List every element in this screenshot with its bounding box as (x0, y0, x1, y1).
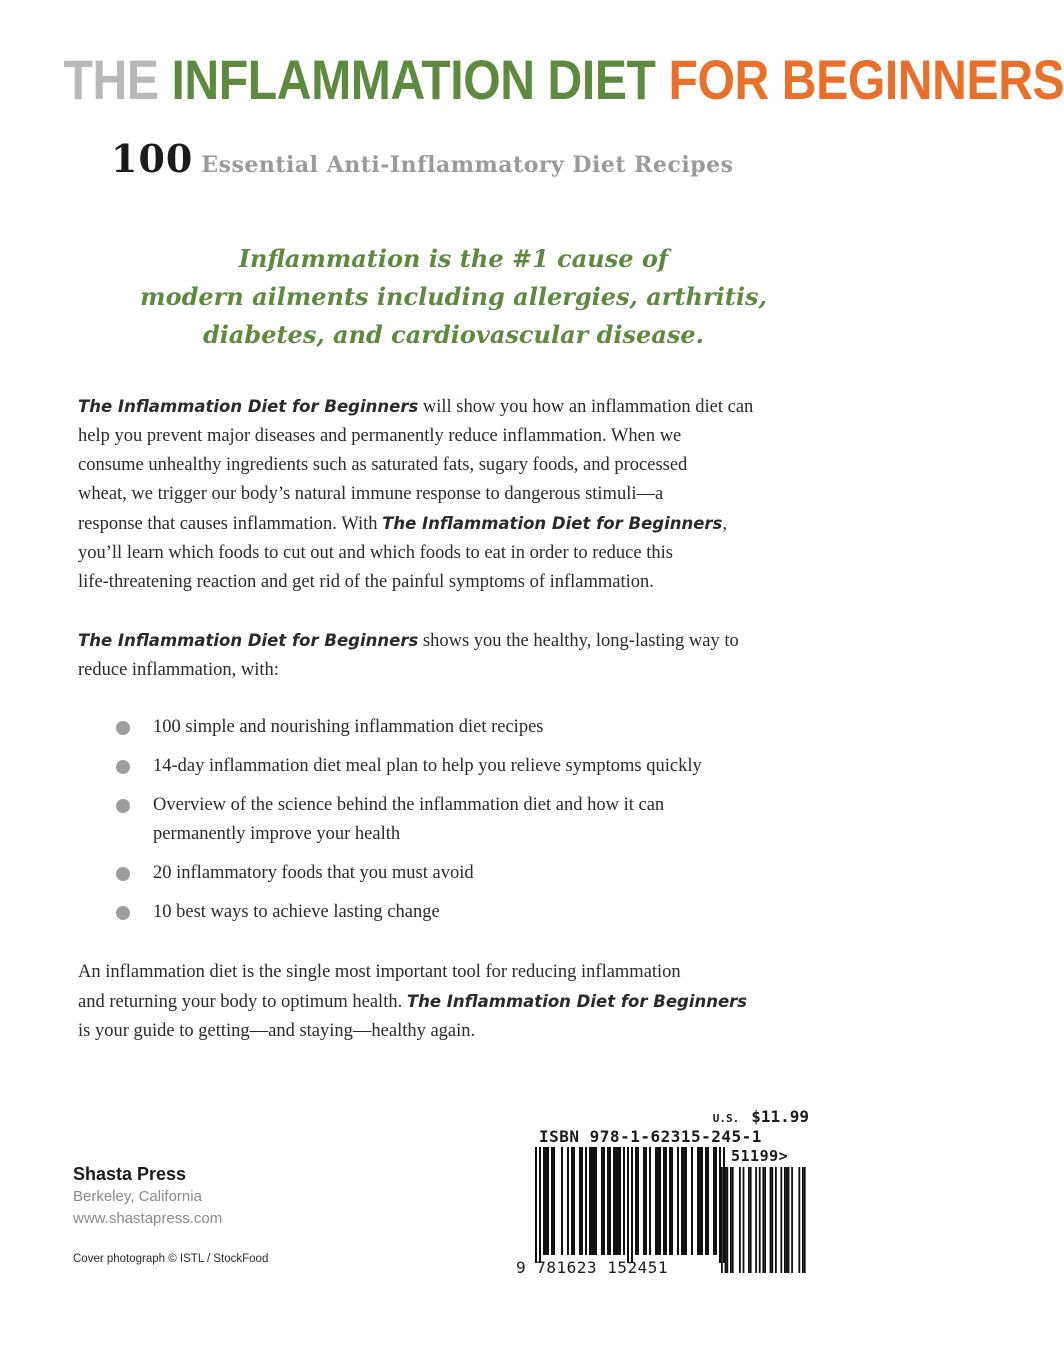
addon-bar (755, 1167, 757, 1273)
list-item-text: 20 inflammatory foods that you must avoid (153, 863, 474, 883)
list-item (115, 791, 875, 849)
barcode-bar (579, 1147, 581, 1255)
addon-bar (771, 1167, 773, 1273)
list-item-text: 100 simple and nourishing inflammation diet recipes (153, 717, 544, 737)
list-item (115, 898, 875, 927)
list-item-text: permanently improve your health (153, 824, 401, 844)
barcode-bar (699, 1147, 701, 1255)
barcode-bar (601, 1147, 603, 1255)
addon-bar (732, 1167, 734, 1273)
barcode-bar (701, 1147, 703, 1255)
barcode-bar (567, 1147, 569, 1255)
publisher-name: Shasta Press (73, 1164, 187, 1184)
barcode-bar (571, 1147, 573, 1255)
list-item-text: 14-day inflammation diet meal plan to help you relieve symptoms quickly (153, 756, 702, 776)
paragraph-line: you’ll learn which foods to cut out and which foods to eat in order to reduce this (78, 543, 673, 563)
addon-bar (775, 1167, 777, 1273)
paragraph-text: , (722, 514, 727, 534)
currency-label: U.S. (712, 1112, 740, 1125)
bullet-dot (116, 721, 130, 735)
paragraph-line: An inflammation diet is the single most important tool for reducing inflammation (78, 962, 681, 982)
addon-bar (786, 1167, 788, 1273)
barcode-bar (595, 1147, 597, 1255)
barcode-bar (539, 1147, 541, 1263)
addon-bar (721, 1167, 723, 1273)
barcode-bar (715, 1147, 717, 1255)
addon-bar (739, 1167, 741, 1273)
subtitle-text: Essential Anti-Inflammatory Diet Recipes (201, 152, 734, 178)
list-item (115, 752, 875, 781)
publisher-city: Berkeley, California (73, 1188, 202, 1205)
barcode-bar (585, 1147, 587, 1255)
book-title-reference: The Inflammation Diet for Beginners (78, 631, 419, 650)
subtitle-number: 100 (111, 136, 194, 181)
book-title (63, 48, 1064, 111)
paragraph-line: wheat, we trigger our body’s natural immune response to dangerous stimuli—a (78, 484, 664, 504)
barcode-bar (627, 1147, 629, 1263)
barcode-bar (663, 1147, 665, 1255)
addon-bar (798, 1167, 800, 1273)
barcode-bar (671, 1147, 673, 1255)
barcode-bar (645, 1147, 647, 1255)
barcode-bar (677, 1147, 679, 1255)
barcode-bar (553, 1147, 555, 1255)
bullet-dot (116, 799, 130, 813)
addon-bar (764, 1167, 766, 1273)
barcode-bar (665, 1147, 667, 1255)
barcode-bar (659, 1147, 661, 1255)
title-the: THE (63, 48, 172, 111)
intro-paragraph (78, 392, 848, 597)
addon-bar (784, 1167, 786, 1273)
addon-bar (802, 1167, 804, 1273)
paragraph-text: shows you the healthy, long-lasting way to (418, 631, 739, 651)
addon-bar (725, 1167, 727, 1273)
ean-number: 9 781623 152451 (516, 1258, 668, 1277)
barcode-bar (543, 1147, 545, 1255)
barcode-bar (637, 1147, 639, 1255)
barcode-bar (685, 1147, 687, 1255)
barcode-bar (707, 1147, 709, 1255)
barcode-image (505, 1095, 815, 1283)
barcode-bar (657, 1147, 659, 1255)
addon-code: 51199> (731, 1147, 789, 1165)
subtitle (111, 136, 734, 181)
list-item-text: 10 best ways to achieve lasting change (153, 902, 440, 922)
barcode-bar (669, 1147, 671, 1255)
barcode-bar (581, 1147, 583, 1255)
closing-paragraph (78, 958, 848, 1046)
feature-list (115, 713, 875, 937)
addon-bar (748, 1167, 750, 1273)
photo-credit: Cover photograph © ISTL / StockFood (73, 1253, 269, 1265)
barcode-bar (535, 1147, 537, 1263)
paragraph-line: help you prevent major diseases and permanently reduce inflammation. When we (78, 426, 682, 446)
list-item-text: Overview of the science behind the inflammation diet and how it can (153, 795, 665, 815)
barcode-bar (635, 1147, 637, 1255)
paragraph-text: response that causes inflammation. With (78, 514, 383, 534)
publisher-website: www.shastapress.com (73, 1210, 223, 1227)
paragraph-line: consume unhealthy ingredients such as saturated fats, sugary foods, and processed (78, 455, 688, 475)
barcode-bar (593, 1147, 595, 1255)
book-title-reference: The Inflammation Diet for Beginners (78, 397, 419, 416)
barcode-bar (589, 1147, 591, 1255)
barcode-bar (683, 1147, 685, 1255)
paragraph-text: will show you how an inflammation diet can (418, 397, 754, 417)
barcode-bar (573, 1147, 575, 1255)
tagline-line: modern ailments including allergies, arthritis, (140, 282, 767, 311)
barcode-bar (551, 1147, 553, 1255)
addon-bar (726, 1167, 728, 1273)
barcode-bar (623, 1147, 625, 1255)
barcode-bar (643, 1147, 645, 1255)
barcode-bar (603, 1147, 605, 1255)
barcode-bar (655, 1147, 657, 1255)
barcode-bar (619, 1147, 621, 1255)
tagline-line: diabetes, and cardiovascular disease. (202, 320, 705, 349)
features-intro-paragraph (78, 626, 848, 685)
paragraph-line: life-threatening reaction and get rid of the painful symptoms of inflammation. (78, 572, 654, 592)
bullet-dot (116, 867, 130, 881)
bullet-dot (116, 760, 130, 774)
tagline (0, 240, 907, 354)
barcode-bar (591, 1147, 593, 1255)
paragraph-line: is your guide to getting—and staying—healthy again. (78, 1021, 476, 1041)
publisher-info (73, 1162, 222, 1230)
paragraph-line: reduce inflammation, with: (78, 660, 279, 680)
addon-bar (791, 1167, 793, 1273)
barcode-bar (561, 1147, 563, 1255)
barcode-bar (615, 1147, 617, 1255)
addon-bar (780, 1167, 782, 1273)
addon-bar (762, 1167, 764, 1273)
isbn-text: ISBN 978-1-62315-245-1 (539, 1127, 762, 1146)
bullet-dot (116, 906, 130, 920)
barcode-bar (609, 1147, 611, 1255)
barcode-bar (681, 1147, 683, 1255)
barcode-bar (697, 1147, 699, 1255)
barcode-bar (547, 1147, 549, 1255)
barcode-block (505, 1095, 815, 1283)
list-item (115, 713, 875, 742)
addon-bar (770, 1167, 772, 1273)
addon-bar (804, 1167, 806, 1273)
addon-bar (750, 1167, 752, 1273)
tagline-line: Inflammation is the #1 cause of (238, 244, 669, 273)
addon-bar (759, 1167, 761, 1273)
barcode-bar (631, 1147, 633, 1263)
book-title-reference: The Inflammation Diet for Beginners (382, 514, 723, 533)
book-title-reference: The Inflammation Diet for Beginners (406, 992, 748, 1011)
title-for-beginners: FOR BEGINNERS (668, 48, 1064, 111)
barcode-bar (649, 1147, 651, 1255)
barcode-bar (545, 1147, 547, 1255)
barcode-bar (617, 1147, 619, 1255)
price: $11.99 (751, 1107, 809, 1126)
barcode-bar (613, 1147, 615, 1255)
barcode-bar (691, 1147, 693, 1255)
paragraph-text: and returning your body to optimum health. (78, 992, 407, 1012)
barcode-bar (607, 1147, 609, 1255)
barcode-bar (719, 1147, 721, 1263)
barcode-bar (713, 1147, 715, 1255)
barcode-bar (705, 1147, 707, 1255)
addon-bar (743, 1167, 745, 1273)
title-inflammation-diet: INFLAMMATION DIET (171, 48, 669, 111)
addon-bar (730, 1167, 732, 1273)
addon-bar (788, 1167, 790, 1273)
list-item (115, 859, 875, 888)
